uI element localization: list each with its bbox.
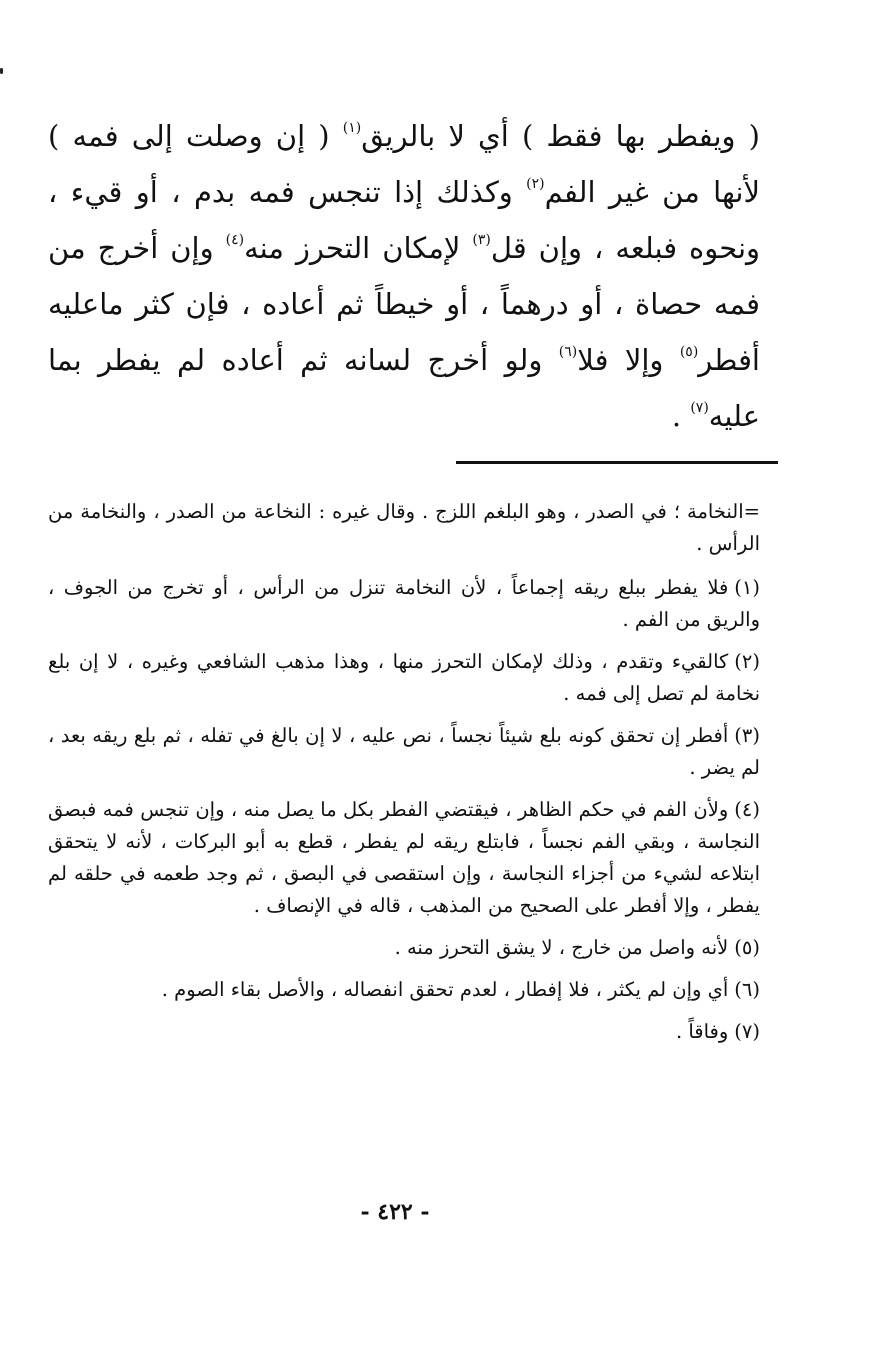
footnote-text: أفطر إن تحقق كونه بلع شيئاً نجساً ، نص عليه ، لا إن بالغ في تفله ، ثم بلع ريقه بعد ، لم يضر . xyxy=(48,724,760,779)
main-paragraph xyxy=(48,108,760,444)
footnote-text: لأنه واصل من خارج ، لا يشق التحرز منه . xyxy=(394,936,729,959)
main-text-segment: ( ويفطر بها فقط ) أي لا بالريق xyxy=(361,119,760,153)
footnote-4 xyxy=(48,794,760,922)
footnote-1 xyxy=(48,572,760,636)
footnote-3 xyxy=(48,720,760,784)
footnote-ref[interactable]: (٢) xyxy=(526,176,545,192)
footnote-text: كالقيء وتقدم ، وذلك لإمكان التحرز منها ، وهذا مذهب الشافعي وغيره ، لا إن بلع نخامة لم تصل إلى فمه . xyxy=(48,650,760,705)
footnote-ref[interactable]: (٣) xyxy=(472,232,491,248)
main-text-segment: وإلا فلا xyxy=(577,343,680,377)
footnote-text: ولأن الفم في حكم الظاهر ، فيقتضي الفطر بكل ما يصل منه ، وإن تنجس فمه فبصق النجاسة ، وبقي الفم نجساً ، فابتلع ريقه لم يفطر ، قطع به أبو البركات ، لأنه لا يتحقق ابتلاعه لشيء من أجزاء النجاسة ، وإن استقصى في البصق ، ثم وجد طعمه في حلقه لم يفطر ، وإلا أفطر على الصحيح من المذهب ، قاله في الإنصاف . xyxy=(48,798,760,917)
footnote-ref[interactable]: (٤) xyxy=(225,232,245,248)
footnote-ref[interactable]: (٥) xyxy=(679,344,699,360)
main-text-segment: وكذلك إذا تنجس فمه بدم ، أو قيء ، ونحوه فبلعه ، وإن قل xyxy=(48,175,761,265)
main-text-segment: لإمكان التحرز منه xyxy=(244,231,473,265)
main-text-segment: ( إن وصلت إلى فمه ) لأنها من غير الفم xyxy=(48,119,760,209)
footnote-number: (٣) xyxy=(734,724,760,747)
footnote-continuation: =النخامة ؛ في الصدر ، وهو البلغم اللزج . وقال غيره : النخاعة من الصدر ، والنخامة من الرأس . xyxy=(48,500,760,555)
footnotes xyxy=(48,496,760,1058)
main-text-segment: وإن أخرج من فمه حصاة ، أو درهماً ، أو خيطاً ثم أعاده ، فإن كثر ماعليه أفطر xyxy=(48,231,760,377)
footnote-6 xyxy=(48,974,760,1006)
footnote-ref[interactable]: (١) xyxy=(342,120,362,136)
footnote-ref[interactable]: (٧) xyxy=(690,400,709,416)
footnote-text: أي وإن لم يكثر ، فلا إفطار ، لعدم تحقق انفصاله ، والأصل بقاء الصوم . xyxy=(161,978,729,1001)
footnote-number: (٥) xyxy=(734,936,760,959)
footnote-7 xyxy=(48,1016,760,1048)
footnote-number: (٦) xyxy=(734,978,760,1001)
main-text xyxy=(48,108,760,444)
footnote-text: فلا يفطر ببلع ريقه إجماعاً ، لأن النخامة تنزل من الرأس ، أو تخرج من الجوف ، والريق من الفم . xyxy=(48,576,760,631)
footnote-ref[interactable]: (٦) xyxy=(558,344,578,360)
main-text-segment: ولو أخرج لسانه ثم أعاده لم يفطر بما عليه xyxy=(48,343,760,433)
footnote-5 xyxy=(48,932,760,964)
page-number: - ٤٢٢ - xyxy=(360,1199,430,1225)
main-text-segment: . xyxy=(671,399,691,433)
footnote-text: وفاقاً . xyxy=(675,1020,729,1043)
footnote-number: (١) xyxy=(734,576,760,599)
footnote-number: (٧) xyxy=(734,1020,760,1043)
footnote-2 xyxy=(48,646,760,710)
footnote-number: (٤) xyxy=(734,798,760,821)
footnote-number: (٢) xyxy=(734,650,760,673)
margin-mark xyxy=(0,68,3,74)
footnote-separator xyxy=(456,461,778,464)
